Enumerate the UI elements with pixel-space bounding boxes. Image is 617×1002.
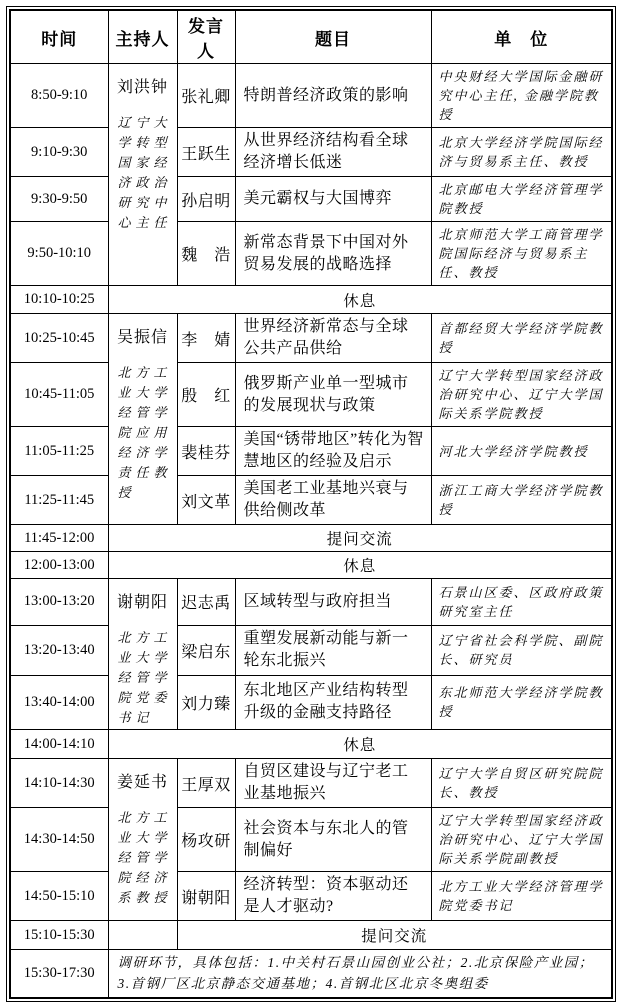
- time-cell: 13:20-13:40: [10, 625, 108, 675]
- qa-row: [10, 525, 612, 552]
- topic-cell: 从世界经济结构看全球经济增长低迷: [235, 128, 431, 177]
- topic-cell: 重塑发展新动能与新一轮东北振兴: [235, 625, 431, 675]
- schedule-row: [10, 64, 612, 128]
- speaker-cell: 刘文革: [177, 476, 235, 525]
- host-cell: [108, 314, 177, 525]
- schedule-row: [10, 128, 612, 177]
- unit-cell: 河北大学经济学院教授: [431, 427, 612, 476]
- header-topic: 题目: [235, 10, 431, 64]
- host-name: 谢朝阳: [116, 594, 168, 611]
- time-cell: 9:50-10:10: [10, 222, 108, 286]
- break-row: [10, 286, 612, 314]
- unit-cell: 辽宁省社会科学院、副院长、研究员: [431, 625, 612, 675]
- time-cell: 9:30-9:50: [10, 177, 108, 222]
- schedule-row: [10, 625, 612, 675]
- speaker-cell: 殷 红: [177, 363, 235, 427]
- speaker-cell: 王跃生: [177, 128, 235, 177]
- speaker-cell: 梁启东: [177, 625, 235, 675]
- schedule-row: [10, 427, 612, 476]
- unit-cell: 北京师范大学工商管理学院国际经济与贸易系主任、教授: [431, 222, 612, 286]
- break-cell: 休息: [108, 286, 612, 314]
- topic-cell: 自贸区建设与辽宁老工业基地振兴: [235, 759, 431, 808]
- qa-cell: 提问交流: [177, 921, 612, 950]
- topic-cell: 特朗普经济政策的影响: [235, 64, 431, 128]
- header-host: 主持人: [108, 10, 177, 64]
- schedule-row: [10, 314, 612, 363]
- unit-cell: 首都经贸大学经济学院教授: [431, 314, 612, 363]
- unit-cell: 浙江工商大学经济学院教授: [431, 476, 612, 525]
- speaker-cell: 裴桂芬: [177, 427, 235, 476]
- host-name: 吴振信: [116, 329, 168, 346]
- time-cell: 10:25-10:45: [10, 314, 108, 363]
- unit-cell: 东北师范大学经济学院教授: [431, 675, 612, 729]
- time-cell: 14:50-15:10: [10, 872, 108, 921]
- host-cell: [108, 64, 177, 286]
- time-cell: 13:00-13:20: [10, 579, 108, 626]
- time-cell: 15:10-15:30: [10, 921, 108, 950]
- topic-cell: 世界经济新常态与全球公共产品供给: [235, 314, 431, 363]
- unit-cell: 辽宁大学转型国家经济政治研究中心、辽宁大学国际关系学院副教授: [431, 808, 612, 872]
- host-title: 北方工业大学经管学院党委书记: [117, 630, 172, 725]
- header-time: 时间: [10, 10, 108, 64]
- schedule-row: [10, 759, 612, 808]
- break-cell: 休息: [108, 552, 612, 579]
- schedule-row: [10, 579, 612, 626]
- topic-cell: 俄罗斯产业单一型城市的发展现状与政策: [235, 363, 431, 427]
- time-cell: 14:00-14:10: [10, 730, 108, 759]
- time-cell: 14:30-14:50: [10, 808, 108, 872]
- schedule-row: [10, 222, 612, 286]
- speaker-cell: 魏 浩: [177, 222, 235, 286]
- topic-cell: 区域转型与政府担当: [235, 579, 431, 626]
- break-cell: 休息: [108, 730, 612, 759]
- time-cell: 10:45-11:05: [10, 363, 108, 427]
- time-cell: 9:10-9:30: [10, 128, 108, 177]
- qa-cell: 提问交流: [108, 525, 612, 552]
- topic-cell: 社会资本与东北人的管制偏好: [235, 808, 431, 872]
- time-cell: 11:45-12:00: [10, 525, 108, 552]
- unit-cell: 北京大学经济学院国际经济与贸易系主任、教授: [431, 128, 612, 177]
- break-row: [10, 552, 612, 579]
- time-cell: 14:10-14:30: [10, 759, 108, 808]
- schedule-row: [10, 872, 612, 921]
- host-cell-empty: [108, 921, 177, 950]
- host-title: 辽宁大学转型国家经济政治研究中心主任: [117, 115, 172, 230]
- speaker-cell: 张礼卿: [177, 64, 235, 128]
- unit-cell: 北京邮电大学经济管理学院教授: [431, 177, 612, 222]
- speaker-cell: 孙启明: [177, 177, 235, 222]
- schedule-row: [10, 476, 612, 525]
- host-title: 北方工业大学经管学院应用经济学责任教授: [117, 365, 172, 500]
- topic-cell: 东北地区产业结构转型升级的金融支持路径: [235, 675, 431, 729]
- topic-cell: 美国老工业基地兴衰与供给侧改革: [235, 476, 431, 525]
- topic-cell: 美国“锈带地区”转化为智慧地区的经验及启示: [235, 427, 431, 476]
- unit-cell: 北方工业大学经济管理学院党委书记: [431, 872, 612, 921]
- schedule-table: [9, 9, 613, 999]
- speaker-cell: 王厚双: [177, 759, 235, 808]
- schedule-row: [10, 363, 612, 427]
- unit-cell: 石景山区委、区政府政策研究室主任: [431, 579, 612, 626]
- host-cell: [108, 759, 177, 921]
- unit-cell: 辽宁大学转型国家经济政治研究中心、辽宁大学国际关系学院教授: [431, 363, 612, 427]
- time-cell: 12:00-13:00: [10, 552, 108, 579]
- research-cell: 调研环节，具体包括：1.中关村石景山园创业公社；2.北京保险产业园；3.首钢厂区北京静态交通基地；4.首钢北区北京冬奥组委: [108, 950, 612, 998]
- speaker-cell: 谢朝阳: [177, 872, 235, 921]
- host-name: 姜延书: [116, 774, 168, 791]
- host-cell: [108, 579, 177, 730]
- topic-cell: 新常态背景下中国对外贸易发展的战略选择: [235, 222, 431, 286]
- schedule-row: [10, 808, 612, 872]
- time-cell: 11:25-11:45: [10, 476, 108, 525]
- schedule-row: [10, 177, 612, 222]
- header-speaker: 发言人: [177, 10, 235, 64]
- time-cell: 15:30-17:30: [10, 950, 108, 998]
- schedule-row: [10, 675, 612, 729]
- time-cell: 11:05-11:25: [10, 427, 108, 476]
- host-title: 北方工业大学经管学院经济系教授: [117, 810, 172, 905]
- unit-cell: 辽宁大学自贸区研究院院长、教授: [431, 759, 612, 808]
- topic-cell: 经济转型：资本驱动还是人才驱动?: [235, 872, 431, 921]
- unit-cell: 中央财经大学国际金融研究中心主任, 金融学院教授: [431, 64, 612, 128]
- time-cell: 13:40-14:00: [10, 675, 108, 729]
- host-name: 刘洪钟: [116, 79, 168, 96]
- speaker-cell: 迟志禹: [177, 579, 235, 626]
- header-unit: 单 位: [431, 10, 612, 64]
- speaker-cell: 刘力臻: [177, 675, 235, 729]
- schedule-table-container: [6, 6, 616, 1002]
- time-cell: 10:10-10:25: [10, 286, 108, 314]
- qa-row: [10, 921, 612, 950]
- header-row: [10, 10, 612, 64]
- research-row: [10, 950, 612, 998]
- speaker-cell: 李 婧: [177, 314, 235, 363]
- topic-cell: 美元霸权与大国博弈: [235, 177, 431, 222]
- break-row: [10, 730, 612, 759]
- time-cell: 8:50-9:10: [10, 64, 108, 128]
- speaker-cell: 杨攻研: [177, 808, 235, 872]
